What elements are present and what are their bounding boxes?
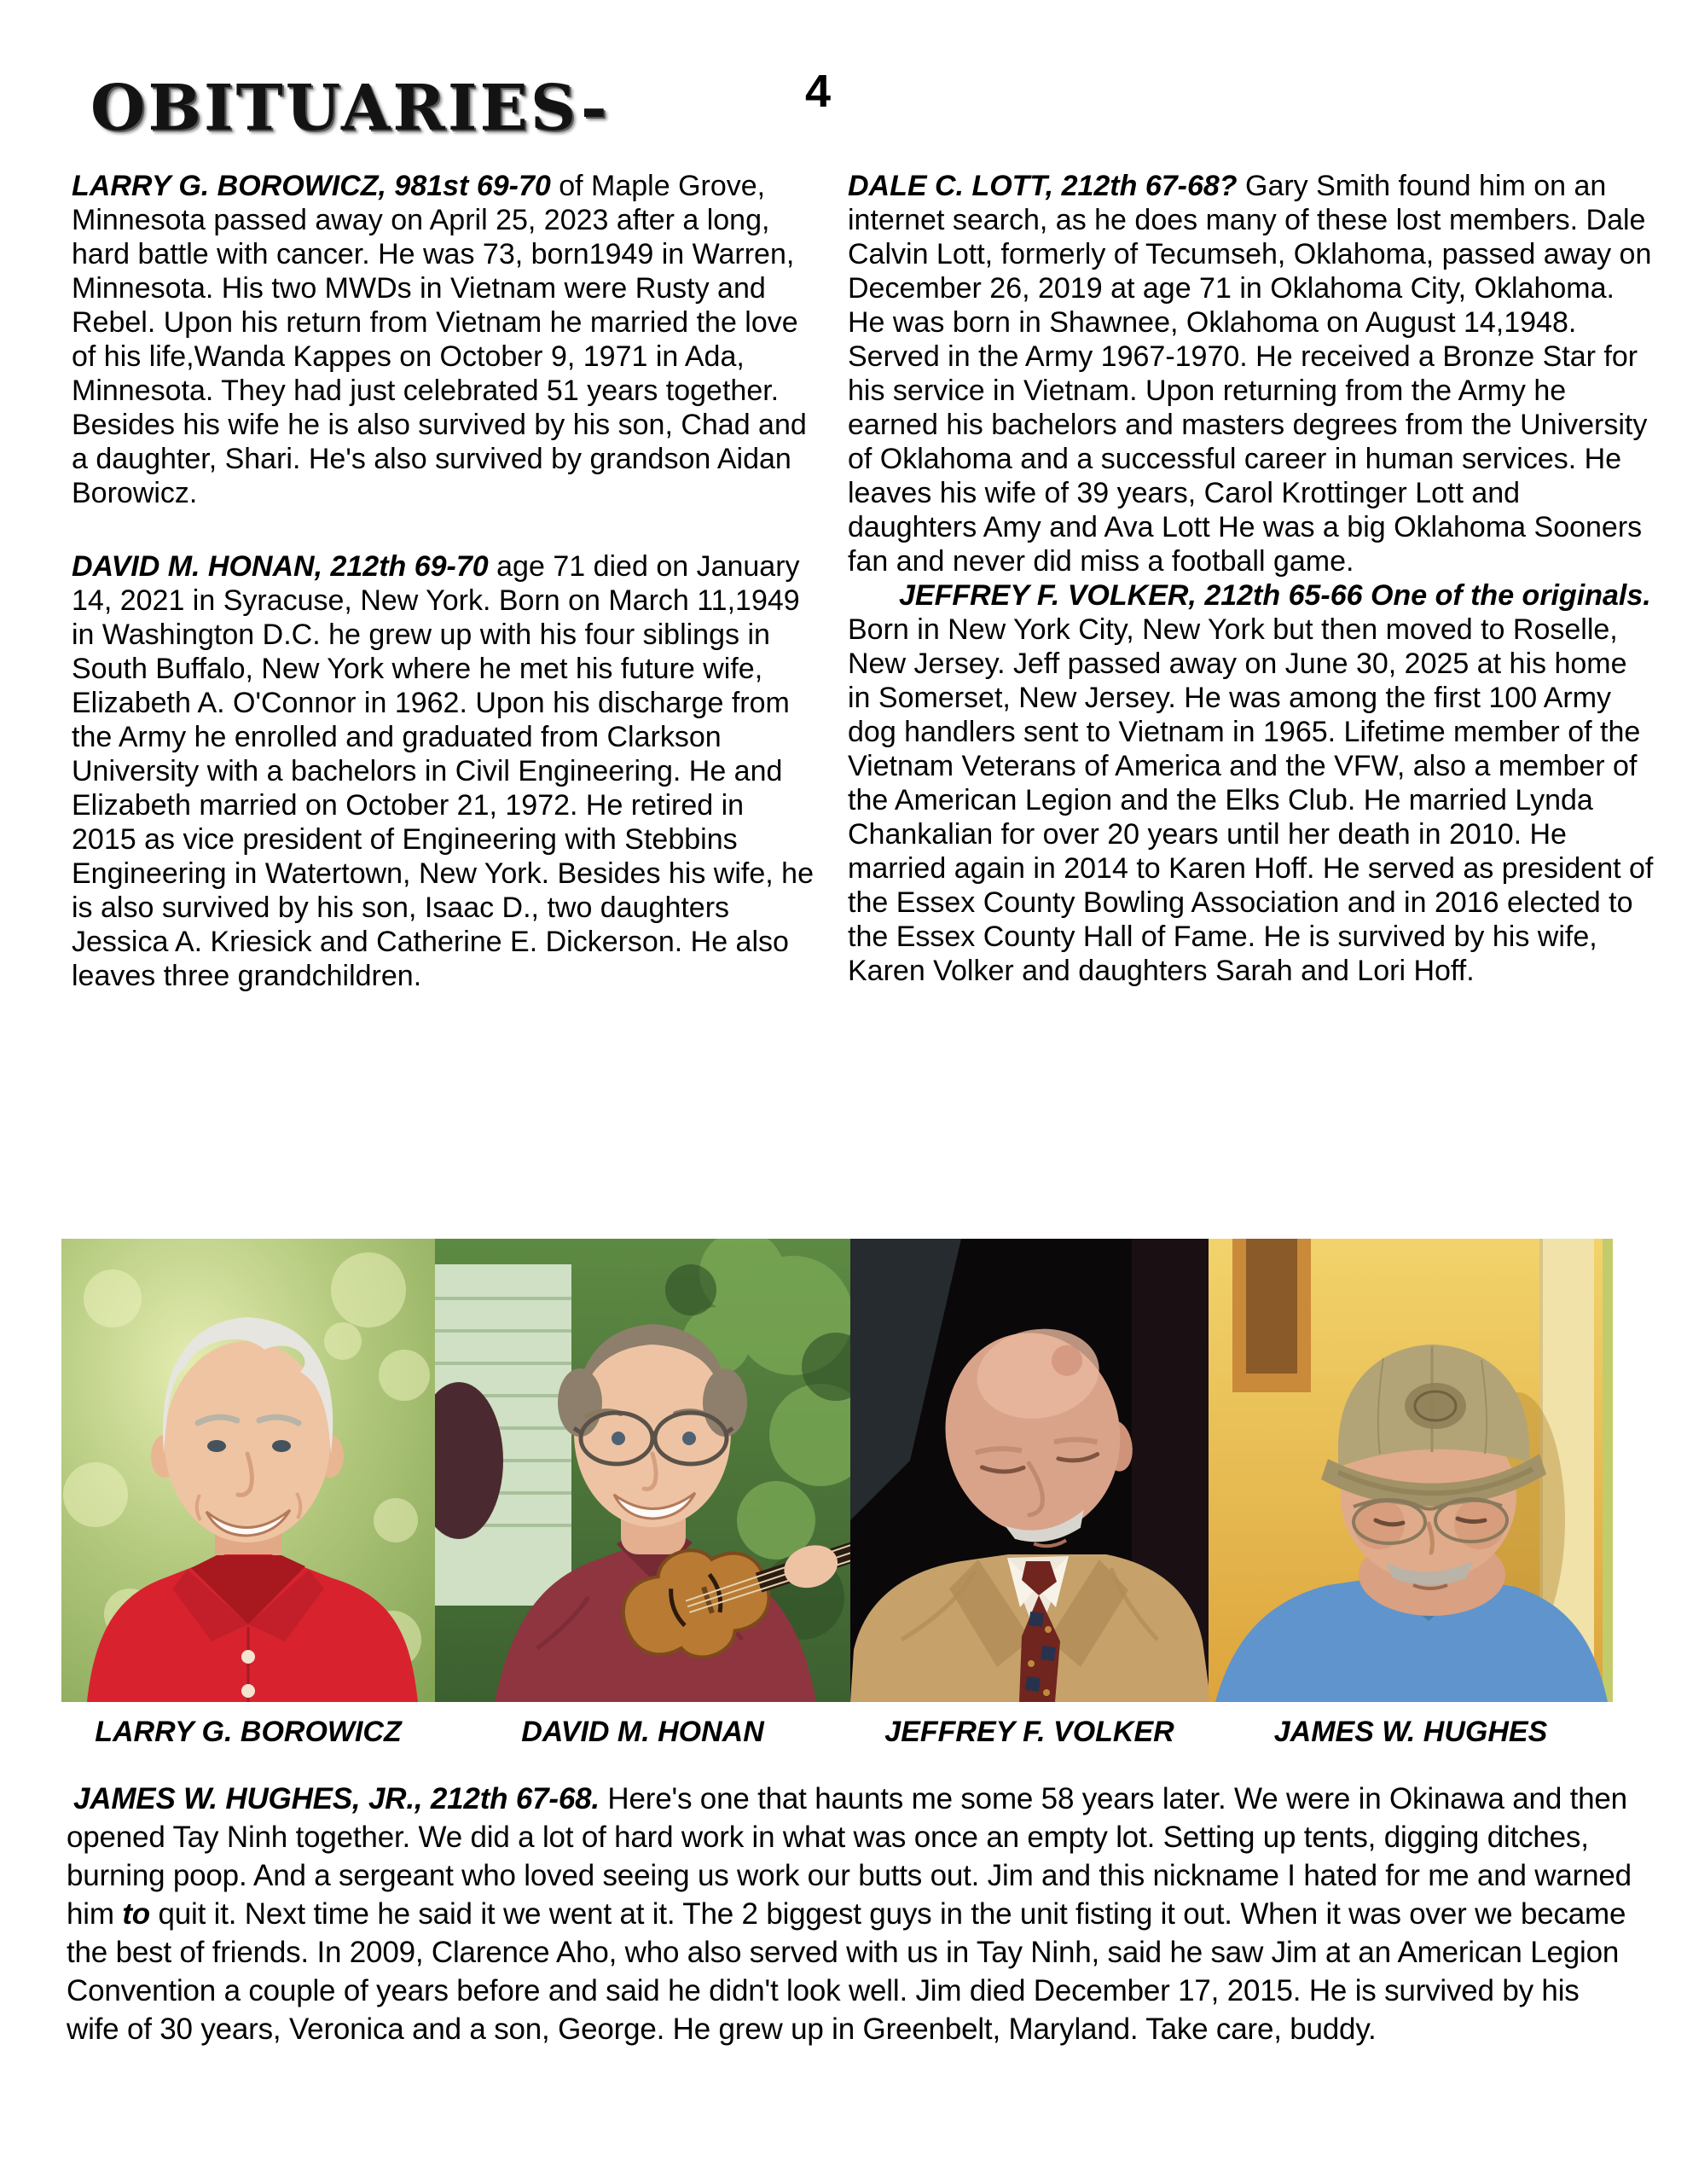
obituary-hughes-text-2: quit it. Next time he said it we went at it. The 2 biggest guys in the unit fisting it out. When it was over we became the best of friends. In 2009, Clarence Aho, who also served with us in Tay Ninh, said he saw Jim at an American Legion Convention a couple of years before and said he didn't look well. Jim died December 17, 2015. He is survived by his wife of 30 years, Veronica and a son, George. He grew up in Greenbelt, Maryland. Take care, buddy.	[67, 1897, 1626, 2046]
obituary-borowicz-name: LARRY G. BOROWICZ, 981st 69-70	[72, 170, 551, 202]
photo-figure-honan	[435, 1239, 850, 1749]
photo-figure-hughes	[1209, 1239, 1613, 1749]
photo-figure-volker	[850, 1239, 1209, 1749]
obituary-hughes-bold-word: to	[122, 1897, 150, 1931]
photo-caption-volker: JEFFREY F. VOLKER	[884, 1716, 1174, 1748]
obituary-borowicz-text: of Maple Grove, Minnesota passed away on April 25, 2023 after a long, hard battle with cancer. He was 73, born1949 in Warren, Minnesota. His two MWDs in Vietnam were Rusty and Rebel. Upon his return from Vietnam he married the love of his life,Wanda Kappes on October 9, 1971 in Ada, Minnesota. They had just celebrated 51 years together. Besides his wife he is also survived by his son, Chad and a daughter, Shari. He's also survived by grandson Aidan Borowicz.	[72, 170, 807, 509]
obituary-borowicz	[72, 169, 815, 510]
obituary-volker-text: Born in New York City, New York but then moved to Roselle, New Jersey. Jeff passed away on June 30, 2025 at his home in Somerset, New Jersey. He was among the first 100 Army dog handlers sent to Vietnam in 1965. Lifetime member of the Vietnam Veterans of America and the VFW, also a member of the American Legion and the Elks Club. He married Lynda Chankalian for over 20 years until her death in 2010. He married again in 2014 to Karen Hoff. He served as president of the Essex County Bowling Association and in 2016 elected to the Essex County Hall of Fame. He is survived by his wife, Karen Volker and daughters Sarah and Lori Hoff.	[848, 613, 1654, 987]
portrait-photo-honan	[435, 1239, 850, 1702]
obituary-honan-name: DAVID M. HONAN, 212th 69-70	[72, 550, 489, 583]
page-number: 4	[805, 66, 832, 117]
obituary-lott-name: DALE C. LOTT, 212th 67-68?	[848, 170, 1238, 202]
left-column	[72, 169, 815, 1032]
portrait-photo-hughes	[1209, 1239, 1613, 1702]
portrait-photo-borowicz	[61, 1239, 435, 1702]
obituary-hughes	[67, 1780, 1632, 2048]
obituary-honan-text: age 71 died on January 14, 2021 in Syracuse, New York. Born on March 11,1949 in Washington D.C. he grew up with his four siblings in South Buffalo, New York where he met his future wife, Elizabeth A. O'Connor in 1962. Upon his discharge from the Army he enrolled and graduated from Clarkson University with a bachelors in Civil Engineering. He and Elizabeth married on October 21, 1972. He retired in 2015 as vice president of Engineering with Stebbins Engineering in Watertown, New York. Besides his wife, he is also survived by his son, Isaac D., two daughters Jessica A. Kriesick and Catherine E. Dickerson. He also leaves three grandchildren.	[72, 550, 814, 992]
obituary-hughes-text-1: Here's one that haunts me some 58 years later. We were in Okinawa and then opened Tay Ninh together. We did a lot of hard work in what was once an empty lot. Setting up tents, digging ditches, burning poop. And a sergeant who loved seeing us work our butts out. Jim and this nickname I hated for me and warned him	[67, 1782, 1632, 1931]
photo-caption-honan: DAVID M. HONAN	[521, 1716, 764, 1748]
right-column	[848, 169, 1655, 1032]
photo-caption-borowicz: LARRY G. BOROWICZ	[95, 1716, 402, 1748]
photo-figure-borowicz	[61, 1239, 435, 1749]
obituary-volker	[848, 578, 1655, 988]
obituary-lott-text: Gary Smith found him on an internet search, as he does many of these lost members. Dale Calvin Lott, formerly of Tecumseh, Oklahoma, passed away on December 26, 2019 at age 71 in Oklahoma City, Oklahoma. He was born in Shawnee, Oklahoma on August 14,1948. Served in the Army 1967-1970. He received a Bronze Star for his service in Vietnam. Upon returning from the Army he earned his bachelors and masters degrees from the University of Oklahoma and a successful career in human services. He leaves his wife of 39 years, Carol Krottinger Lott and daughters Amy and Ava Lott He was a big Oklahoma Sooners fan and never did miss a football game.	[848, 170, 1652, 578]
photo-row	[61, 1239, 1613, 1749]
obituary-honan	[72, 549, 815, 993]
page-title: OBITUARIES-	[90, 72, 610, 145]
photo-caption-hughes: JAMES W. HUGHES	[1273, 1716, 1548, 1748]
portrait-photo-volker	[850, 1239, 1209, 1702]
obituary-hughes-name: JAMES W. HUGHES, JR., 212th 67-68.	[73, 1782, 600, 1815]
obituary-columns	[72, 169, 1655, 1032]
obituary-lott	[848, 169, 1655, 578]
obituary-volker-name: JEFFREY F. VOLKER, 212th 65-66 One of the originals.	[899, 579, 1651, 612]
